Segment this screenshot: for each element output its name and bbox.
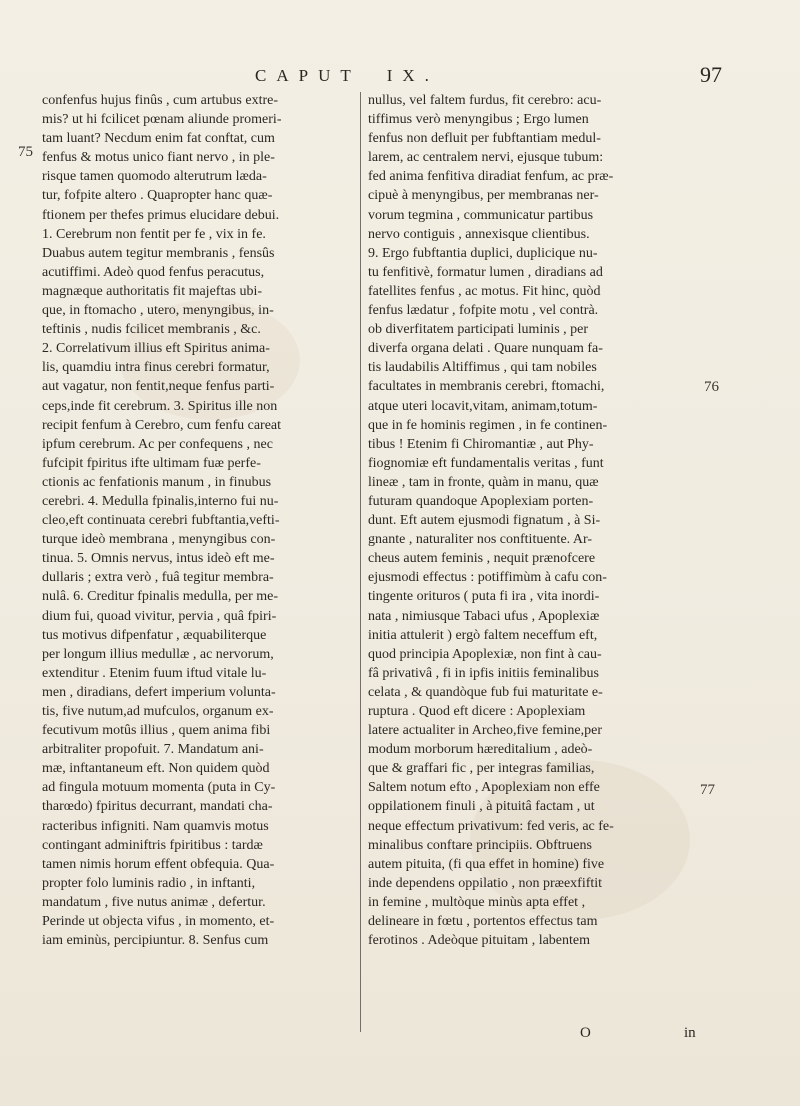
text-line: Duabus autem tegitur membranis , fensûs: [42, 245, 275, 261]
text-line: extenditur . Etenim fuum iftud vitale lu-: [42, 665, 267, 681]
text-line: futuram quandoque Apoplexiam porten-: [368, 493, 594, 509]
text-line: fenfus non defluit per fubftantiam medul-: [368, 131, 601, 147]
text-line: vorum tegmina , communicatur partibus: [368, 207, 594, 223]
text-line: tu fenfitivè, formatur lumen , diradians ad: [368, 264, 603, 280]
text-line: autem pituita, (fi qua effet in homine) five: [368, 856, 605, 872]
text-line: contingant adminiftris fpiritibus : tardæ: [42, 837, 263, 853]
text-line: cheus autem feminis , nequit prænofcere: [368, 551, 596, 567]
text-line: 1. Cerebrum non fentit per fe , vix in fe.: [42, 226, 266, 242]
text-line: mæ, inftantaneum eft. Non quidem quòd: [42, 761, 270, 777]
text-line: tis, five nutum,ad mufculos, organum ex-: [42, 704, 274, 719]
text-line: 9. Ergo fubftantia duplici, duplicique nu-: [368, 245, 598, 261]
text-line: tam luant? Necdum enim fat conftat, cum: [42, 131, 275, 147]
text-line: lineæ , tam in fronte, quàm in manu, quæ: [368, 474, 599, 490]
right-text-column: [368, 91, 688, 950]
text-line: ferotinos . Adeòque pituitam , labentem: [368, 933, 591, 949]
text-line: racteribus infigniti. Nam quamvis motus: [42, 818, 269, 834]
text-line: cleo,eft continuata cerebri fubftantia,vefti-: [42, 513, 280, 529]
text-line: confenfus hujus finûs , cum artubus extre-: [42, 93, 278, 108]
header-caput: CAPUT: [255, 66, 361, 85]
text-line: dium fui, quoad vivitur, pervia , quâ fpiri-: [42, 608, 277, 624]
text-line: arbitraliter propofuit. 7. Mandatum ani-: [42, 742, 264, 758]
text-line: atque uteri locavit,vitam, animam,totum-: [368, 398, 598, 414]
text-line: dunt. Eft autem ejusmodi fignatum , à Si-: [368, 513, 601, 529]
text-line: nullus, vel faltem furdus, fit cerebro: acu-: [368, 93, 602, 108]
text-line: diverfa organa delati . Quare nunquam fa-: [368, 341, 603, 357]
text-line: mis? ut hi fcilicet pœnam aliunde promeri-: [42, 112, 282, 128]
text-line: propter folo luminis radio , in inftanti,: [42, 875, 256, 891]
text-line: celata , & quandòque fub fui maturitate e-: [368, 684, 603, 700]
text-line: fenfus lædatur , fofpite motu , vel contrà.: [368, 303, 599, 319]
text-line: teftinis , nudis fcilicet membranis , &c.: [42, 322, 261, 338]
text-line: fatellites fenfus , ac motus. Fit hinc, quòd: [368, 283, 601, 299]
text-line: aut vagatur, non fentit,neque fenfus parti-: [42, 379, 275, 395]
text-line: oppilationem finuli , à pituitâ factam , ut: [368, 799, 595, 815]
text-line: lis, quamdiu intra finus cerebri formatur,: [42, 360, 270, 376]
text-line: initia attulerit ) ergò faltem neceffum eft,: [368, 627, 598, 643]
text-line: per longum illius medullæ , ac nervorum,: [42, 646, 274, 662]
text-line: turque ideò membrana , menyngibus con-: [42, 532, 276, 548]
header-chapter: IX.: [386, 66, 439, 85]
text-line: fâ privativâ , fi in ipfis initiis feminalibus: [368, 665, 599, 681]
text-line: minalibus conftare principiis. Obftruens: [368, 837, 592, 853]
text-line: risque tamen quomodo alterutrum læda-: [42, 169, 267, 185]
text-line: fed anima fenfitiva diradiat fenfum, ac præ-: [368, 169, 614, 185]
text-line: dullaris ; extra verò , fuâ tegitur membra-: [42, 570, 274, 586]
text-line: men , diradians, defert imperium volunta-: [42, 684, 276, 700]
text-line: cipuè à menyngibus, per membranas ner-: [368, 188, 599, 204]
margin-note-right: 76: [704, 379, 719, 395]
text-line: Saltem notum efto , Apoplexiam non effe: [368, 780, 600, 796]
text-line: inde dependens oppilatio , non præexfiftit: [368, 875, 603, 891]
text-line: nata , nimiusque Tabaci ufus , Apoplexiæ: [368, 608, 600, 624]
text-line: quod principia Apoplexiæ, non fint à cau-: [368, 646, 602, 662]
text-line: tiffimus verò menyngibus ; Ergo lumen: [368, 112, 589, 128]
text-line: ctionis ac fenfationis manum , in finubus: [42, 474, 272, 490]
text-line: magnæque authoritatis fit majeftas ubi-: [42, 283, 263, 299]
text-line: ob diverfitatem participati luminis , per: [368, 322, 589, 338]
text-line: que, in ftomacho , utero, menyngibus, in-: [42, 303, 274, 319]
text-line: ruptura . Quod eft dicere : Apoplexiam: [368, 704, 586, 719]
text-line: nervo contiguis , annexisque clientibus.: [368, 226, 590, 242]
text-line: tur, fofpite altero . Quapropter hanc quæ-: [42, 188, 273, 204]
text-line: mandatum , five nutus animæ , defertur.: [42, 894, 266, 910]
text-line: tus motivus difpenfatur , æquabiliterque: [42, 627, 267, 643]
text-line: 2. Correlativum illius eft Spiritus anima-: [42, 341, 270, 357]
signature-mark: O: [580, 1025, 591, 1041]
page-number: 97: [700, 62, 722, 87]
margin-note-right: 77: [700, 782, 715, 798]
text-line: tharœdo) fpiritus decurrant, mandati cha-: [42, 799, 273, 815]
text-line: tibus ! Etenim fi Chiromantiæ , aut Phy-: [368, 436, 594, 452]
text-line: ejusmodi effectus : potiffimùm à cafu con-: [368, 570, 607, 586]
catchword: in: [684, 1025, 696, 1041]
text-line: Perinde ut objecta vifus , in momento, et-: [42, 914, 275, 930]
text-line: fenfus & motus unico fiant nervo , in ple-: [42, 150, 275, 166]
text-line: ftionem per thefes primus elucidare debui.: [42, 207, 280, 223]
text-line: latere actualiter in Archeo,five femine,per: [368, 723, 602, 739]
text-line: fufcipit fpiritus ifte ultimam fuæ perfe-: [42, 455, 261, 471]
text-line: modum morborum hæreditalium , adeò-: [368, 742, 593, 758]
text-line: delineare in fœtu , portentos effectus tam: [368, 914, 598, 930]
left-text-column: [42, 91, 352, 950]
text-line: que & graffari fic , per integras familias,: [368, 761, 595, 777]
text-line: facultates in membranis cerebri, ftomachi,: [368, 379, 605, 395]
text-line: cerebri. 4. Medulla fpinalis,interno fui nu-: [42, 493, 279, 509]
text-line: tis laudabilis Altiffimus , qui tam nobiles: [368, 360, 597, 376]
text-line: recipit fenfum à Cerebro, cum fenfu careat: [42, 417, 282, 433]
text-line: gnante , naturaliter nos conftituente. Ar-: [368, 532, 593, 548]
text-line: fecutivum motûs illius , quem anima fibi: [42, 723, 271, 739]
text-line: in femine , multòque minùs apta effet ,: [368, 894, 586, 910]
margin-note-left: 75: [18, 144, 33, 160]
text-line: tamen nimis horum effent obfequia. Qua-: [42, 856, 275, 872]
text-line: ad fingula motuum momenta (puta in Cy-: [42, 780, 276, 796]
text-line: nulâ. 6. Creditur fpinalis medulla, per me-: [42, 589, 278, 605]
text-line: acutiffimi. Adeò quod fenfus peracutus,: [42, 264, 265, 280]
running-header: [255, 66, 585, 86]
text-line: que in fe hominis regimen , in fe continen-: [368, 417, 608, 433]
text-line: ipfum cerebrum. Ac per confequens , nec: [42, 436, 273, 452]
text-line: ceps,inde fit cerebrum. 3. Spiritus ille non: [42, 398, 278, 414]
text-line: fiognomiæ eft fundamentalis veritas , funt: [368, 455, 604, 471]
text-line: larem, ac centralem nervi, ejusque tubum:: [368, 150, 604, 166]
text-line: tingente orituros ( puta fi ira , vita inordi-: [368, 589, 600, 605]
text-line: tinua. 5. Omnis nervus, intus ideò eft me-: [42, 551, 275, 567]
text-line: neque effectum privativum: fed veris, ac fe-: [368, 818, 614, 834]
column-divider: [360, 92, 361, 1032]
text-line: iam eminùs, percipiuntur. 8. Senfus cum: [42, 933, 269, 949]
